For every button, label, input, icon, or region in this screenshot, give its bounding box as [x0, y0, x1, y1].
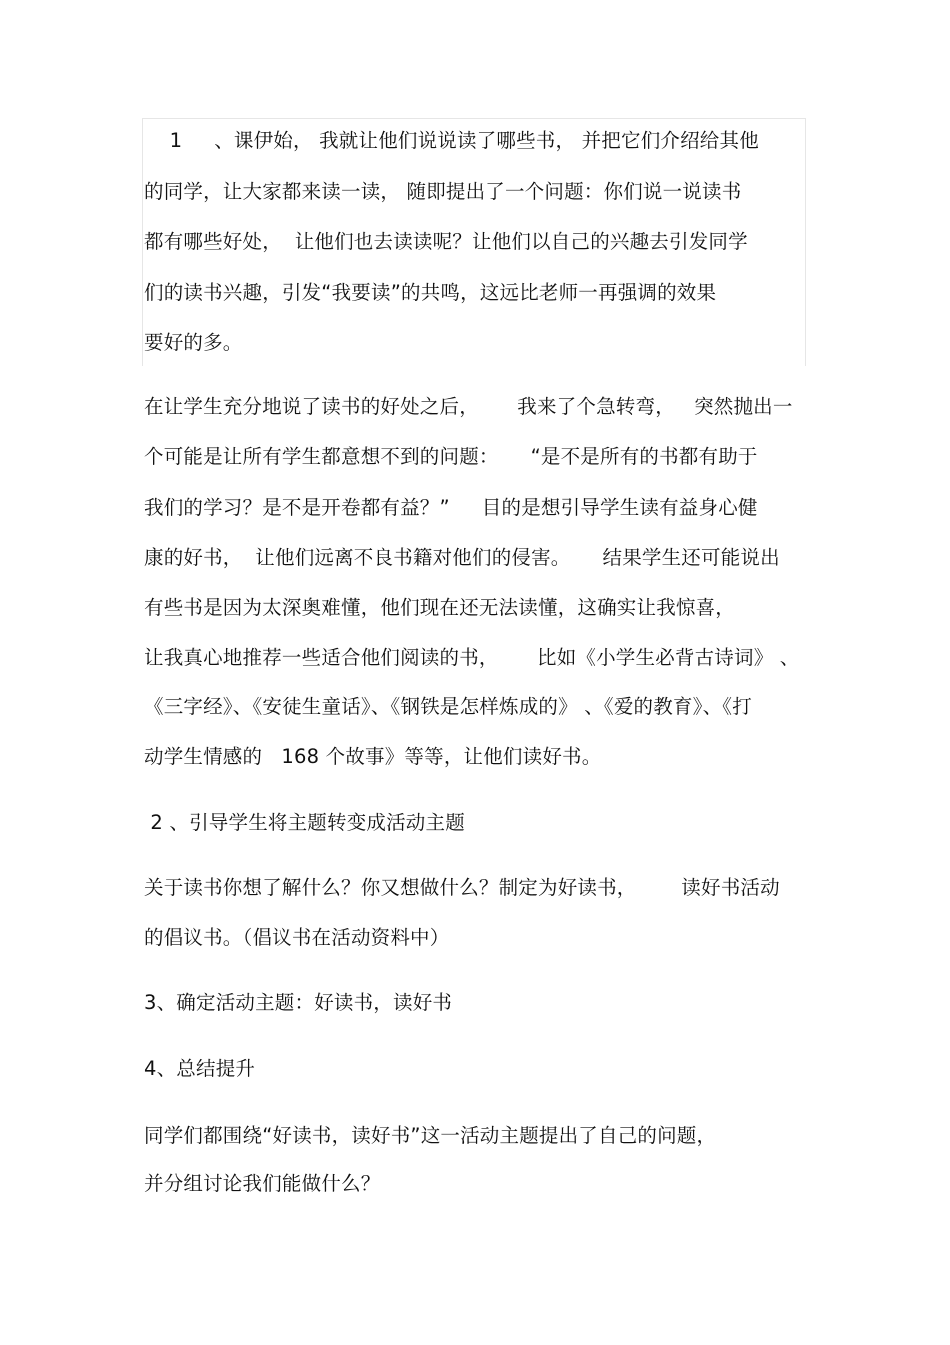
text-line: 的同学，让大家都来读一读， 随即提出了一个问题：你们说一说读书: [144, 180, 742, 203]
text-line: 有些书是因为太深奥难懂，他们现在还无法读懂，这确实让我惊喜，: [144, 596, 736, 619]
text-line: 动学生情感的 168 个故事》等等，让他们读好书。: [144, 745, 602, 768]
text-line: 要好的多。: [144, 331, 243, 354]
text-line: 康的好书， 让他们远离不良书籍对他们的侵害。 结果学生还可能说出: [144, 546, 780, 569]
text-line: 关于读书你想了解什么？你又想做什么？制定为好读书， 读好书活动: [144, 876, 780, 899]
text-line: 们的读书兴趣，引发“我要读”的共鸣，这远比老师一再强调的效果: [144, 281, 717, 304]
text-line: 我们的学习？是不是开卷都有益？” 目的是想引导学生读有益身心健: [144, 496, 758, 519]
section-heading: 2 、引导学生将主题转变成活动主题: [144, 811, 465, 834]
text-line: 同学们都围绕“好读书，读好书”这一活动主题提出了自己的问题，: [144, 1124, 717, 1147]
text-line: 让我真心地推荐一些适合他们阅读的书， 比如《小学生必背古诗词》 、: [144, 646, 800, 669]
section-heading: 3、确定活动主题：好读书，读好书: [144, 991, 453, 1014]
text-line: 个可能是让所有学生都意想不到的问题： “是不是所有的书都有助于: [144, 445, 758, 468]
text-line: 并分组讨论我们能做什么？: [144, 1172, 381, 1195]
section-heading: 4、总结提升: [144, 1057, 256, 1080]
text-line: 1 、课伊始， 我就让他们说说读了哪些书， 并把它们介绍给其他: [144, 129, 759, 152]
text-line: 在让学生充分地说了读书的好处之后， 我来了个急转弯， 突然抛出一: [144, 395, 793, 418]
text-line: 《三字经》、《安徒生童话》、《钢铁是怎样炼成的》 、《爱的教育》、《打: [144, 695, 752, 718]
text-line: 的倡议书。（倡议书在活动资料中）: [144, 926, 450, 949]
text-line: 都有哪些好处， 让他们也去读读呢？让他们以自己的兴趣去引发同学: [144, 230, 748, 253]
